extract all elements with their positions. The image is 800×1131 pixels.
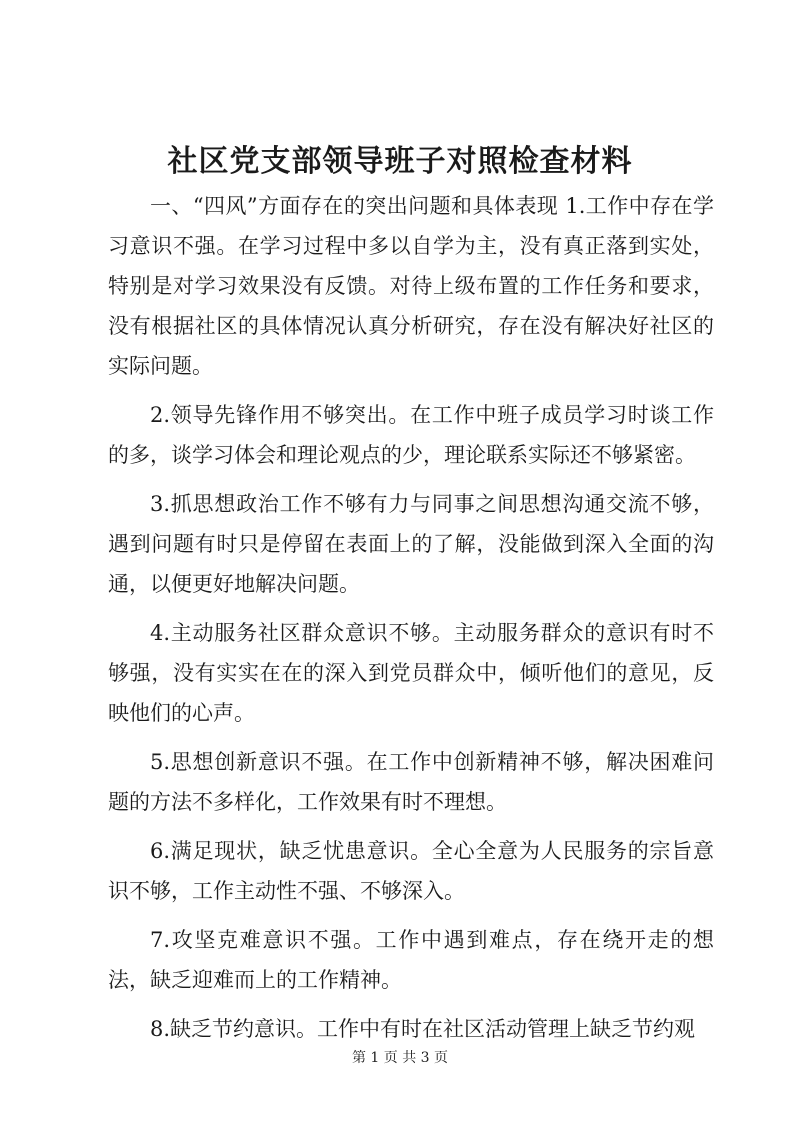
paragraph-7: 7.攻坚克难意识不强。工作中遇到难点，存在绕开走的想法，缺乏迎难而上的工作精神。 — [108, 928, 714, 992]
paragraph-1: 一、“四风”方面存在的突出问题和具体表现 1.工作中存在学习意识不强。在学习过程中多以自学为主，没有真正落到实处，特别是对学习效果没有反馈。对待上级布置的工作任务和要求，没有根据社区的具体情况认真分析研究，存在没有解决好社区的实际问题。 — [108, 194, 714, 378]
document-body — [108, 186, 714, 1058]
paragraph-5: 5.思想创新意识不强。在工作中创新精神不够，解决困难问题的方法不多样化，工作效果有时不理想。 — [108, 750, 714, 814]
paragraph-6: 6.满足现状，缺乏忧患意识。全心全意为人民服务的宗旨意识不够，工作主动性不强、不够深入。 — [108, 839, 714, 903]
document-title: 社区党支部领导班子对照检查材料 — [167, 144, 633, 179]
page-footer: 第 1 页 共 3 页 — [351, 1050, 449, 1066]
paragraph-4: 4.主动服务社区群众意识不够。主动服务群众的意识有时不够强，没有实实在在的深入到党员群众中，倾听他们的意见，反映他们的心声。 — [108, 621, 714, 725]
paragraph-8: 8.缺乏节约意识。工作中有时在社区活动管理上缺乏节约观 — [150, 1017, 696, 1041]
paragraph-2: 2.领导先锋作用不够突出。在工作中班子成员学习时谈工作的多，谈学习体会和理论观点的少，理论联系实际还不够紧密。 — [108, 403, 714, 467]
paragraph-3: 3.抓思想政治工作不够有力与同事之间思想沟通交流不够，遇到问题有时只是停留在表面上的了解，没能做到深入全面的沟通，以便更好地解决问题。 — [108, 492, 714, 596]
